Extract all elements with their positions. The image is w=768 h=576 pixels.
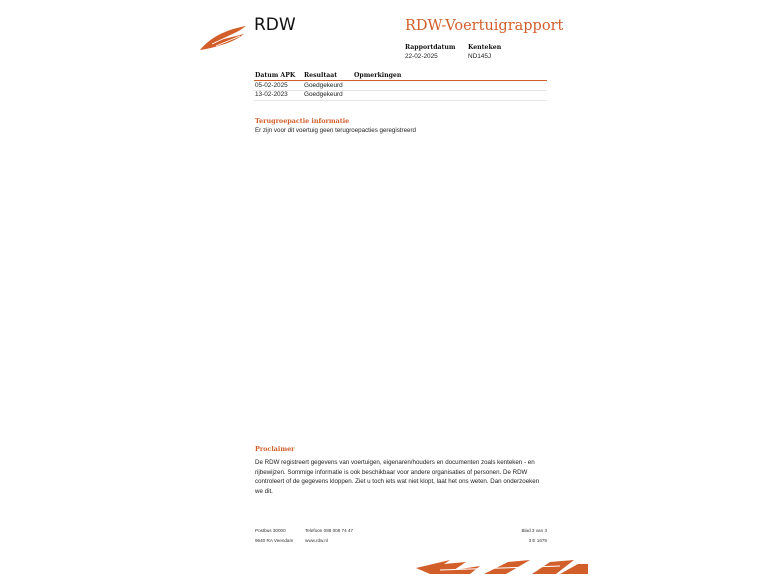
table-header-rule	[254, 80, 547, 81]
footer-postbus: Postbus 30000	[255, 528, 286, 533]
recall-title: Terugroepactie informatie	[255, 117, 350, 125]
table-row-2-result: Goedgekeurd	[304, 91, 343, 98]
disclaimer-line-4: we dit.	[255, 487, 273, 495]
col-opmerkingen: Opmerkingen	[354, 72, 402, 79]
table-bottom-rule	[254, 100, 547, 101]
report-title: RDW-Voertuigrapport	[405, 18, 564, 34]
footer-phone: Telefoon 088 008 74 47	[305, 528, 354, 533]
footer-doc-code: 3 E 1679	[528, 538, 547, 543]
footer-address: 9640 RA Veendam	[255, 538, 294, 543]
report-date-value: 22-02-2025	[405, 53, 438, 60]
rdw-stripes-decoration-icon	[410, 556, 590, 576]
plate-label: Kenteken	[468, 44, 502, 51]
col-resultaat: Resultaat	[304, 72, 338, 79]
col-datum-apk: Datum APK	[255, 72, 296, 79]
table-row-divider	[254, 90, 547, 91]
disclaimer-title: Proclaimer	[255, 445, 295, 453]
disclaimer-text	[255, 458, 555, 496]
table-row-2-date: 13-02-2023	[255, 91, 288, 98]
footer-website[interactable]: www.rdw.nl	[305, 538, 328, 543]
report-date-label: Rapportdatum	[405, 44, 456, 51]
disclaimer-line-1: De RDW registreert gegevens van voertuigen, eigenaren/houders en documenten zoals kenteken - en	[255, 459, 535, 466]
logo-text: RDW	[254, 15, 296, 35]
plate-value: ND145J	[468, 53, 492, 60]
disclaimer-line-3: controleert of de gegevens kloppen. Ziet u toch iets wat niet klopt, laat het ons weten. Dan onderzoeken	[255, 478, 540, 485]
recall-text: Er zijn voor dit voertuig geen terugroepacties geregistreerd	[255, 127, 416, 134]
rdw-logo-icon	[198, 24, 248, 52]
table-row-1-result: Goedgekeurd	[304, 82, 343, 89]
table-row-1-date: 05-02-2025	[255, 82, 288, 89]
footer-page-number: Blad 3 van 3	[521, 528, 547, 533]
disclaimer-line-2: rijbewijzen. Sommige informatie is ook beschikbaar voor andere organisaties of personen. De RDW	[255, 468, 528, 476]
